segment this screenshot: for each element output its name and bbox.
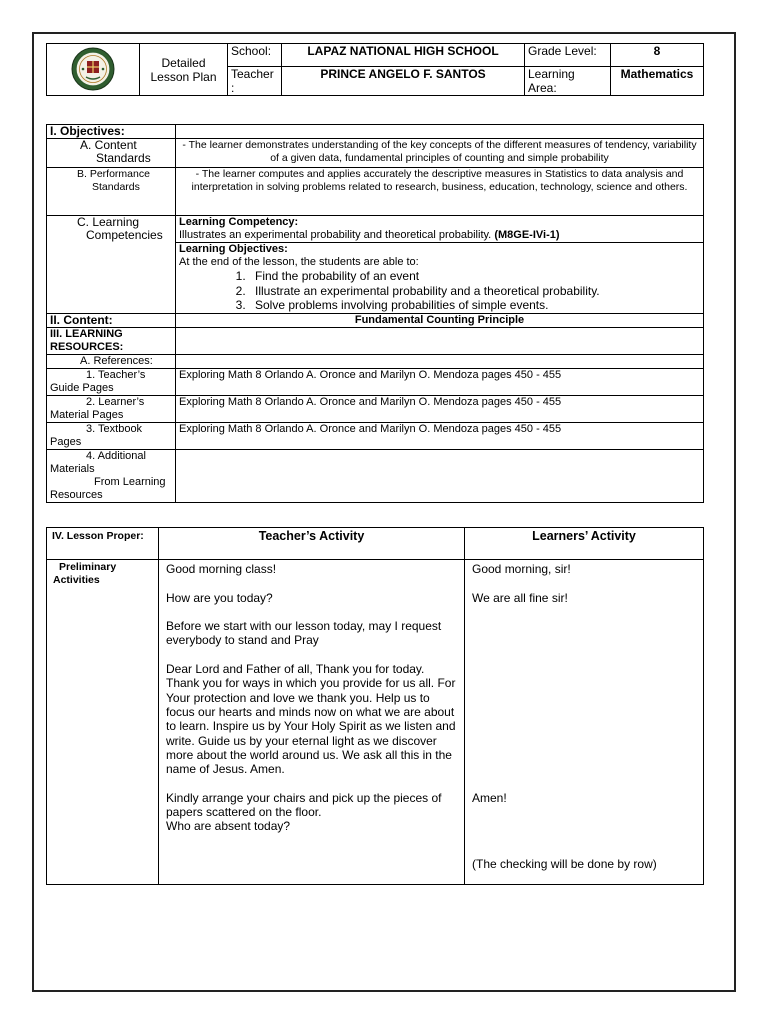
grade-label: Grade Level: (525, 44, 611, 67)
school-name: LAPAZ NATIONAL HIGH SCHOOL (282, 44, 525, 67)
area-label-cell (525, 67, 611, 96)
teacher-label-line1: Teacher (231, 67, 274, 81)
objective-item: 2. Illustrate an experimental probability and a theoretical probability. (249, 284, 700, 299)
learning-objectives-cell (176, 243, 704, 314)
school-seal-icon (71, 47, 115, 91)
content-standards-label-1: A. Content (80, 138, 137, 152)
competency-cell (176, 216, 704, 243)
teacher-line: Who are absent today? (166, 819, 291, 834)
teacher-line: How are you today? (166, 590, 273, 605)
resource-row-value: Exploring Math 8 Orlando A. Oronce and Marilyn O. Mendoza pages 450 - 455 (176, 395, 704, 422)
lesson-proper-table (46, 527, 704, 885)
teacher-line: Dear Lord and Father of all, Thank you for today. Thank you for ways in which you provide for us all. For Your protection and love we thank you. Help us to focus our hearts and minds now on what we are about to learn. Inspire us by Your Holy Spirit as we listen and write. Guide us by your eternal light as we discover more about the world around us. We ask all this in the name of Jesus. Amen. (166, 662, 456, 777)
resource-row-label-1: 2. Learner’s (86, 395, 145, 408)
teacher-activity-header: Teacher’s Activity (159, 528, 465, 560)
preliminary-activities-label (47, 560, 159, 885)
competency-text: Illustrates an experimental probability and theoretical probability. (179, 229, 492, 241)
area-label-line2: Area: (528, 81, 557, 95)
content-standards-text: - The learner demonstrates understanding of the key concepts of the different measures of tendency, variability of a given data, fundamental principles of counting and simple probability (176, 139, 704, 168)
learner-line: Good morning, sir! (472, 562, 571, 576)
objectives-table (46, 124, 704, 503)
performance-standards-label-2: Standards (92, 180, 140, 193)
performance-standards-text: - The learner computes and applies accurately the descriptive measures in Statistics to data analysis and interpretation in solving problems related to research, business, education, technology, science and others. (176, 168, 704, 216)
resource-row-label (47, 395, 176, 422)
competencies-label (47, 216, 176, 314)
school-logo-cell (47, 44, 140, 96)
objectives-title: I. Objectives: (47, 125, 176, 139)
resource-row-label-1: 3. Textbook (86, 422, 143, 435)
area-label-line1: Learning (528, 67, 575, 81)
references-blank (176, 354, 704, 368)
resource-row-label-1: 1. Teacher’s (86, 368, 146, 381)
learner-line: We are all fine sir! (472, 590, 568, 605)
teacher-label-line2: : (231, 81, 235, 95)
additional-label-3: From Learning (94, 475, 166, 488)
additional-label-4: Resources (50, 488, 103, 501)
objective-item: 1. Find the probability of an event (249, 269, 700, 284)
resource-row-label (47, 422, 176, 449)
learner-activity-cell (465, 560, 704, 885)
learner-line: Amen! (472, 790, 507, 805)
competency-title: Learning Competency: (179, 216, 299, 228)
learning-objectives-title: Learning Objectives: (179, 243, 288, 255)
teacher-activity-cell (159, 560, 465, 885)
learner-activity-header: Learners’ Activity (465, 528, 704, 560)
objective-item: 3. Solve problems involving probabilities of simple events. (249, 298, 700, 313)
additional-materials-label (47, 449, 176, 502)
teacher-line: Before we start with our lesson today, may I request everybody to stand and Pray (166, 619, 442, 648)
teacher-line: Kindly arrange your chairs and pick up the pieces of papers scattered on the floor. (166, 790, 442, 820)
references-label (47, 354, 176, 368)
competency-code: (M8GE-IVi-1) (494, 229, 560, 241)
plan-title-line1: Detailed (161, 55, 206, 70)
grade-value: 8 (611, 44, 704, 67)
prelim-label-1: Preliminary (59, 561, 117, 573)
learner-line: (The checking will be done by row) (472, 857, 657, 872)
additional-label-2: Materials (50, 462, 95, 475)
resource-row-label-2: Pages (50, 435, 82, 448)
teacher-name: PRINCE ANGELO F. SANTOS (282, 67, 525, 96)
references-label-text: A. References: (80, 354, 153, 367)
resource-row-label-2: Material Pages (50, 408, 124, 421)
school-label: School: (228, 44, 282, 67)
objectives-title-blank (176, 125, 704, 139)
resources-label-line1: III. LEARNING (50, 327, 123, 340)
header-table (46, 43, 704, 96)
teacher-label-cell (228, 67, 282, 96)
additional-label-1: 4. Additional (86, 449, 146, 462)
area-value: Mathematics (611, 67, 704, 96)
resource-row-value: Exploring Math 8 Orlando A. Oronce and Marilyn O. Mendoza pages 450 - 455 (176, 368, 704, 395)
competencies-label-2: Competencies (86, 228, 163, 242)
plan-title-cell (140, 44, 228, 96)
performance-standards-label (47, 168, 176, 216)
competencies-label-1: C. Learning (77, 215, 140, 229)
teacher-line: Good morning class! (166, 562, 277, 576)
content-standards-label (47, 139, 176, 168)
additional-materials-blank (176, 449, 704, 502)
resource-row-label-2: Guide Pages (50, 381, 114, 394)
content-label: II. Content: (47, 313, 176, 327)
resources-blank (176, 327, 704, 354)
content-standards-label-2: Standards (96, 151, 151, 165)
plan-title-line2: Lesson Plan (150, 69, 217, 84)
competency-line (179, 229, 700, 242)
learning-objectives-list (179, 269, 700, 313)
resources-label (47, 327, 176, 354)
resource-row-value: Exploring Math 8 Orlando A. Oronce and Marilyn O. Mendoza pages 450 - 455 (176, 422, 704, 449)
performance-standards-label-1: B. Performance (77, 168, 150, 180)
lesson-proper-label: IV. Lesson Proper: (47, 528, 159, 560)
resource-row-label (47, 368, 176, 395)
learning-objectives-intro: At the end of the lesson, the students are able to: (179, 256, 419, 268)
resources-label-line2: RESOURCES: (50, 340, 124, 353)
prelim-label-2: Activities (53, 573, 100, 586)
content-value: Fundamental Counting Principle (176, 313, 704, 327)
